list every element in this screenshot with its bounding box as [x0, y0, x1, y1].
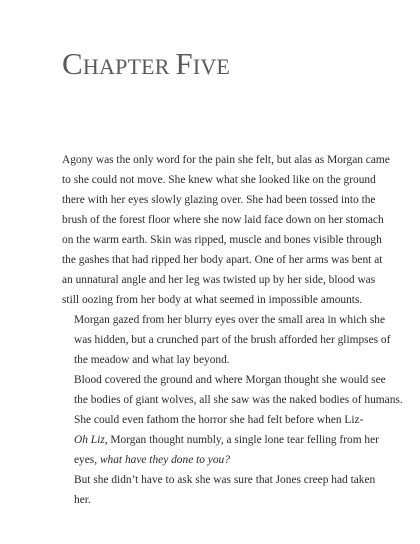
- text-line: [62, 190, 376, 210]
- chapter-title-part: C: [62, 46, 83, 81]
- chapter-title-part: F: [175, 46, 193, 81]
- text-line: [62, 290, 362, 310]
- text-line: [62, 350, 362, 370]
- text-line: [62, 150, 390, 170]
- text-line: [62, 470, 376, 490]
- text-line: [62, 310, 386, 330]
- chapter-title: [62, 47, 230, 79]
- chapter-title-part: HAPTER: [82, 54, 176, 79]
- text-segment: was hidden, but a crunched part of the brush afforded her glimpses of: [74, 334, 391, 346]
- text-segment: eyes,: [74, 454, 100, 466]
- text-segment: Blood covered the ground and where Morgan thought she would see: [74, 374, 386, 386]
- text-segment: to she could not move. She knew what she looked like on the ground: [62, 174, 376, 186]
- text-line: [62, 250, 383, 270]
- text-segment: the gashes that had ripped her body apart. One of her arms was bent at: [62, 254, 383, 266]
- text-line: [62, 210, 384, 230]
- text-segment: She could even fathom the horror she had felt before when Liz-: [74, 414, 364, 426]
- paragraph: [62, 370, 403, 430]
- text-segment: Morgan gazed from her blurry eyes over the small area in which she: [74, 314, 386, 326]
- text-segment: her.: [74, 494, 91, 506]
- text-segment: an unnatural angle and her leg was twisted up by her side, blood was: [62, 274, 376, 286]
- text-line: [62, 430, 379, 450]
- chapter-title-part: IVE: [192, 54, 231, 79]
- paragraph: [62, 470, 376, 510]
- italic-text: Oh Liz: [74, 434, 105, 446]
- text-segment: Agony was the only word for the pain she felt, but alas as Morgan came: [62, 154, 390, 166]
- text-line: [62, 410, 362, 430]
- text-segment: But she didn’t have to ask she was sure that Jones creep had taken: [74, 474, 376, 486]
- text-segment: still oozing from her body at what seemed in impossible amounts.: [62, 294, 363, 306]
- text-segment: brush of the forest floor where she now laid face down on her stomach: [62, 214, 384, 226]
- text-segment: on the warm earth. Skin was ripped, muscle and bones visible through: [62, 234, 382, 246]
- text-line: [62, 450, 362, 470]
- text-segment: , Morgan thought numbly, a single lone tear felling from her: [104, 434, 379, 446]
- text-segment: there with her eyes slowly glazing over. She had been tossed into the: [62, 194, 376, 206]
- text-segment: the bodies of giant wolves, all she saw was the naked bodies of humans.: [74, 394, 403, 406]
- paragraph: [62, 150, 390, 310]
- italic-text: what have they done to you?: [99, 454, 230, 466]
- text-line: [62, 490, 362, 510]
- text-line: [62, 230, 382, 250]
- chapter-body: [62, 150, 403, 510]
- text-line: [62, 370, 386, 390]
- text-segment: the meadow and what lay beyond.: [74, 354, 230, 366]
- paragraph: [62, 310, 391, 370]
- text-line: [62, 270, 376, 290]
- paragraph: [62, 430, 379, 470]
- text-line: [62, 170, 376, 190]
- text-line: [62, 330, 391, 350]
- text-line: [62, 390, 403, 410]
